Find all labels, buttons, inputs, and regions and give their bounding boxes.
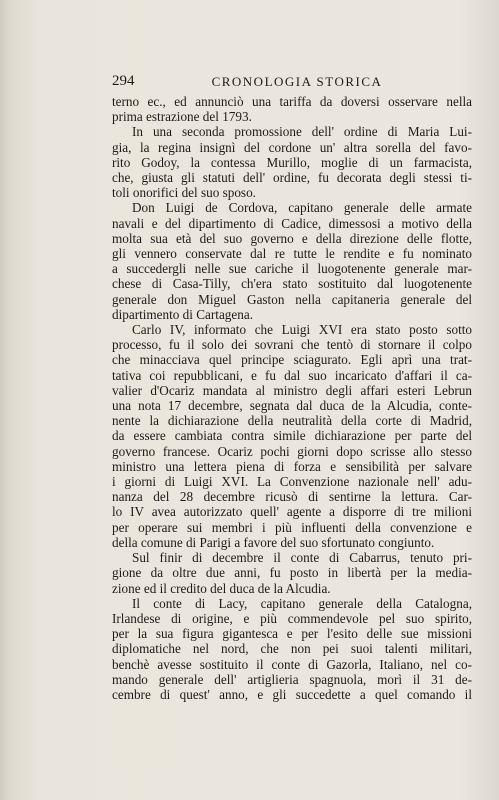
text-line: da essere cambiata contra simile dichiarazione per parte del [112, 428, 472, 444]
text-line: che minacciava quel principe sciagurato. Egli aprì una trat- [112, 352, 472, 368]
text-line: generale don Miguel Gaston nella capitaneria generale del [112, 291, 472, 307]
text-line: Sul finir di decembre il conte di Cabarrus, tenuto pri- [132, 550, 472, 566]
text-line: Irlandese di origine, e più commendevole pel suo spirito, [112, 610, 472, 626]
text-line: Il conte di Lacy, capitano generale della Catalogna, [132, 595, 472, 611]
text-line: molta sua età del suo governo e della direzione delle flotte, [112, 230, 472, 246]
text-line: navali e del dipartimento di Cadice, dimessosi a motivo della [112, 215, 472, 231]
text-line: a succedergli nelle sue cariche il luogotenente generale mar- [112, 261, 472, 277]
text-line: governo francese. Ocariz pochi giorni dopo scrisse allo stesso [112, 443, 472, 459]
text-line: della comune di Parigi a favore del suo sfortunato congiunto. [112, 534, 435, 550]
text-line: per la sua figura gigantesca e per l'esito delle sue missioni [112, 626, 472, 642]
text-line: chese di Casa-Tilly, ch'era stato sostituito dal luogotenente [112, 276, 472, 292]
page-header [112, 73, 472, 93]
text-line: ministro una lettera piena di forza e sensibilità per salvare [112, 458, 472, 474]
page-number: 294 [112, 73, 135, 89]
text-line: Don Luigi de Cordova, capitano generale delle armate [132, 200, 472, 216]
paragraph [112, 94, 472, 124]
text-line: gione da oltre due anni, fu posto in libertà per la media- [112, 565, 472, 581]
text-line: benchè avesse sostituito il conte di Gazorla, Italiano, nel co- [112, 656, 472, 672]
text-line: gli vennero conservate dal re tutte le rendite e fu nominato [112, 246, 472, 262]
text-line: Carlo IV, informato che Luigi XVI era stato posto sotto [132, 322, 472, 338]
text-line: processo, fu il solo dei sovrani che tentò di stornare il colpo [112, 337, 472, 353]
text-line: diplomatiche nel nord, che non pei suoi talenti militari, [112, 641, 472, 657]
text-line: prima estrazione del 1793. [112, 109, 252, 125]
text-line: valier d'Ocariz mandata al ministro degli affari esteri Lebrun [112, 382, 472, 398]
text-line: che, giusta gli statuti dell' ordine, fu decorata degli stessi ti- [112, 170, 472, 186]
text-line: gia, la regina insignì del cordone un' altra sorella del favo- [112, 139, 472, 155]
text-line: per operare sui membri i più influenti della convenzione e [112, 519, 472, 535]
paragraph [112, 596, 472, 702]
text-line: tativa coi repubblicani, e fu dal suo incaricato d'affari il ca- [112, 367, 472, 383]
text-line: toli onorifici del suo sposo. [112, 185, 256, 201]
paragraph [112, 322, 472, 550]
running-title: CRONOLOGIA STORICA [211, 74, 383, 89]
text-line: nanza del 28 decembre ricusò di sentirne la lettura. Car- [112, 489, 472, 505]
text-line: una nota 17 decembre, segnata dal duca de la Alcudia, conte- [112, 398, 472, 414]
text-line: cembre di quest' anno, e gli succedette a quel comando il [112, 686, 472, 702]
body-text [112, 94, 472, 702]
paragraph [112, 124, 472, 200]
paragraph [112, 200, 472, 322]
text-line: nente la dichiarazione della neutralità della corte di Madrid, [112, 413, 472, 429]
text-line: lo IV avea autorizzato quell' agente a disporre di tre milioni [112, 504, 472, 520]
text-line: zione ed il credito del duca de la Alcudia. [112, 580, 331, 596]
paragraph [112, 550, 472, 596]
text-line: mando generale dell' artiglieria spagnuola, morì il 31 de- [112, 671, 472, 687]
text-line: rito Godoy, la contessa Murillo, moglie di un farmacista, [112, 154, 472, 170]
text-line: In una seconda promossione dell' ordine di Maria Lui- [132, 124, 472, 140]
text-line: i giorni di Luigi XVI. La Convenzione nazionale nell' adu- [112, 474, 472, 490]
text-line: dipartimento di Cartagena. [112, 306, 253, 322]
text-line: terno ec., ed annunciò una tariffa da doversi osservare nella [112, 94, 472, 109]
